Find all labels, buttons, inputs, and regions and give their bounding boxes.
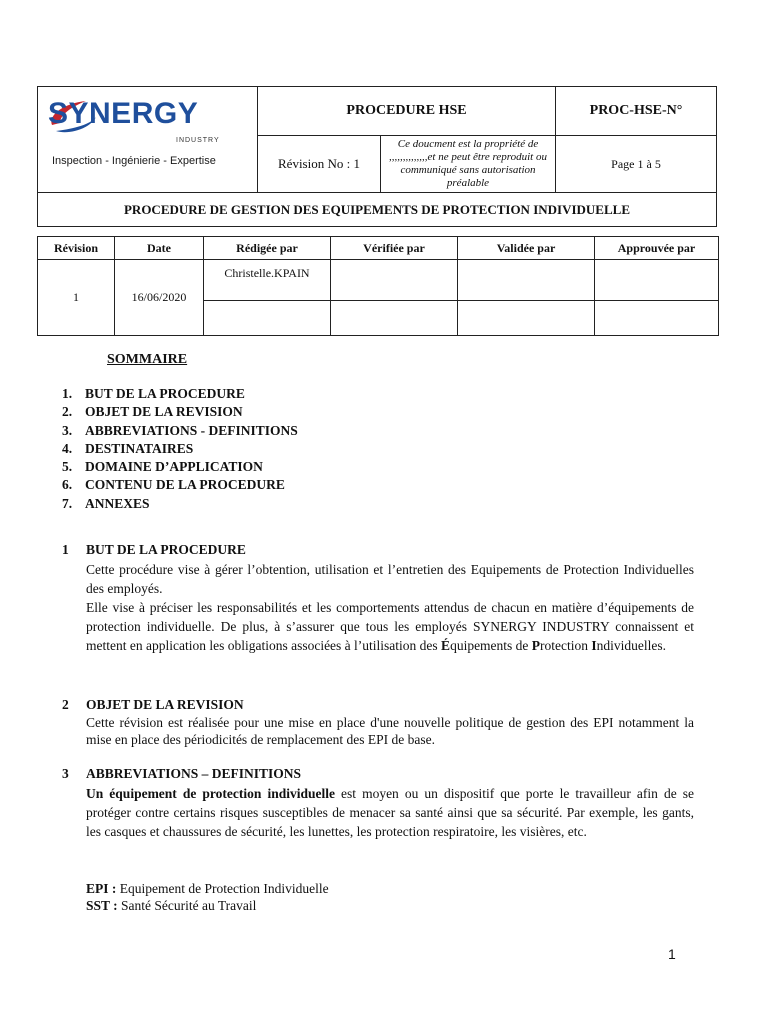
cell-empty xyxy=(331,301,458,336)
section-3-heading: 3 ABBREVIATIONS – DEFINITIONS xyxy=(62,766,302,781)
definitions-list xyxy=(86,880,329,914)
section-3-p1: Un équipement de protection individuelle est moyen ou un dispositif que porte le travailleur afin de se protéger contre certains risques susceptibles de menacer sa santé ainsi que sa sécurité. Par exemple, les gants, les casques et chaussures de sécurité, les lunettes, les protection respiratoire, les visières, etc. xyxy=(86,786,694,839)
toc-item: 4. DESTINATAIRES xyxy=(62,440,194,456)
section-1-heading: 1 BUT DE LA PROCEDURE xyxy=(62,542,246,557)
logo-subtitle: INDUSTRY xyxy=(176,137,220,144)
cell-validee xyxy=(458,260,595,301)
cell-empty xyxy=(458,301,595,336)
table-of-contents xyxy=(62,385,298,513)
cell-verifiee xyxy=(331,260,458,301)
definition-item: EPI : Equipement de Protection Individuelle xyxy=(86,881,329,896)
col-date: Date xyxy=(115,237,204,260)
section-1-p1: Cette procédure vise à gérer l’obtention, utilisation et l’entretien des Equipements de Protection Individuelles des employés. xyxy=(86,562,694,596)
header-code: PROC-HSE-N° xyxy=(556,87,717,136)
toc-item: 5. DOMAINE D’APPLICATION xyxy=(62,459,263,475)
header-revision: Révision No : 1 xyxy=(258,136,381,193)
revision-table-header xyxy=(38,237,719,260)
toc-item: 2. OBJET DE LA REVISION xyxy=(62,404,243,420)
revision-table xyxy=(37,236,719,336)
procedure-title: PROCEDURE DE GESTION DES EQUIPEMENTS DE PROTECTION INDIVIDUELLE xyxy=(38,193,717,227)
header-title: PROCEDURE HSE xyxy=(258,87,556,136)
cell-redigee: Christelle.KPAIN xyxy=(204,260,331,301)
document-header xyxy=(37,86,717,227)
logo-wordmark: SYNERGY xyxy=(48,97,199,130)
cell-empty xyxy=(595,301,719,336)
cell-approuvee xyxy=(595,260,719,301)
page-number: 1 xyxy=(668,946,676,962)
col-validee: Validée par xyxy=(458,237,595,260)
sommaire-title: SOMMAIRE xyxy=(107,352,188,367)
col-redigee: Rédigée par xyxy=(204,237,331,260)
col-revision: Révision xyxy=(38,237,115,260)
toc-item: 7. ANNEXES xyxy=(62,495,150,511)
page-indicator: Page 1 à 5 xyxy=(556,136,717,193)
cell-empty xyxy=(204,301,331,336)
section-1-p2: Elle vise à préciser les responsabilités et les comportements attendus de chacun en matière d’équipements de protection individuelle. De plus, à s’assurer que tous les employés SYNERGY INDUSTRY connaissent et mettent en application les obligations associées à l’utilisation des Équipements de Protection Individuelles. xyxy=(86,600,694,653)
section-2-p1: Cette révision est réalisée pour une mise en place d'une nouvelle politique de gestion des EPI notamment la mise en place des périodicités de remplacement des EPI de base. xyxy=(86,715,694,747)
section-2-body xyxy=(86,714,694,748)
section-3-body xyxy=(86,784,694,841)
col-approuvee: Approuvée par xyxy=(595,237,719,260)
definition-item: SST : Santé Sécurité au Travail xyxy=(86,898,257,913)
cell-date: 16/06/2020 xyxy=(115,260,204,336)
cell-revision: 1 xyxy=(38,260,115,336)
toc-item: 3. ABBREVIATIONS - DEFINITIONS xyxy=(62,422,298,438)
section-1-body xyxy=(86,560,694,655)
ownership-note: Ce doucment est la propriété de ,,,,,,,,,,,,,,et ne peut être reproduit ou communiqué sans autorisation préalable xyxy=(381,136,556,193)
col-verifiee: Vérifiée par xyxy=(331,237,458,260)
company-logo xyxy=(48,95,253,177)
toc-item: 1. BUT DE LA PROCEDURE xyxy=(62,386,245,401)
logo-cell xyxy=(38,87,258,193)
table-row xyxy=(38,260,719,301)
toc-item: 6. CONTENU DE LA PROCEDURE xyxy=(62,477,285,493)
logo-tagline: Inspection - Ingénierie - Expertise xyxy=(52,155,216,167)
section-2-heading: 2 OBJET DE LA REVISION xyxy=(62,697,244,712)
